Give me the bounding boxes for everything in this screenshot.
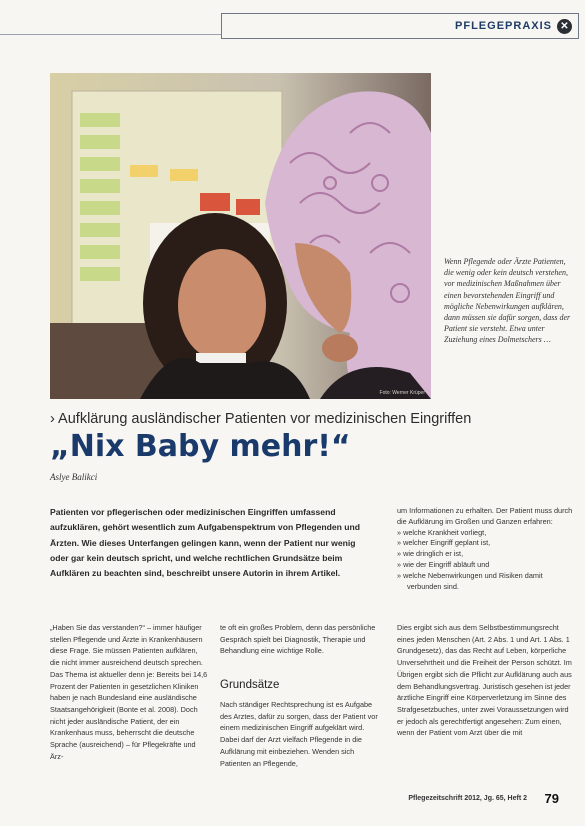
photo-illustration — [50, 73, 431, 399]
journal-citation: Pflegezeitschrift 2012, Jg. 65, Heft 2 — [408, 795, 527, 802]
article-kicker: › Aufklärung ausländischer Patienten vor medizinischen Eingriffen — [50, 411, 472, 427]
article-title: „Nix Baby mehr!“ — [50, 429, 351, 464]
section-title: PFLEGEPRAXIS — [455, 20, 552, 32]
list-item: » wie dringlich er ist, — [397, 549, 464, 559]
article-intro: Patienten vor pflegerischen oder medizinischen Eingriffen umfassend aufzuklären, gehört wesentlich zum Aufgabenspektrum von Pflegenden und Ärzten. Wie dieses Unterfangen gelingen kann, wenn der Patient nur wenig oder gar kein deutsch spricht, und welche rechtlichen Grundsätze beim Aufklären zu beachten sind, beschreibt unsere Autorin in ihrem Artikel. — [50, 507, 361, 579]
body-column-2-continued: Nach ständiger Rechtsprechung ist es Aufgabe des Arztes, dafür zu sorgen, dass der Patient vor einem medizinischen Eingriff aufgeklärt wird. Dabei darf der Arzt vielfach Pflegende in die Aufklärung mit einbeziehen. Wenden sich Patienten an Pflegende, — [220, 700, 378, 768]
section-heading: Grundsätze — [220, 679, 280, 691]
article-author: Aslye Balikci — [50, 472, 98, 482]
page-number: 79 — [544, 791, 559, 806]
list-item: » welche Krankheit vorliegt, — [397, 527, 487, 537]
body-column-1: „Haben Sie das verstanden?“ – immer häufiger stellen Pflegende und Ärzte in Krankenhäusern diese Frage. Sie müssen Patienten aufklären, die nicht immer ausreichend deutsch sprechen. Das Thema ist aktueller denn je: Bereits bei 14,6 Prozent der Patienten in gesetzlichen Kliniken haben je nach Bundesland eine ausländische Staatsangehörigkeit (Bonte et al. 2008). Doch nicht jeder ausländische Patient, der ein Krankenhaus muss, beherrscht die deutsche Sprache (ausreichend) – für Pflegekräfte und Ärz- — [50, 623, 208, 761]
list-item: » welche Nebenwirkungen und Risiken damit verbunden sind. — [397, 570, 543, 591]
list-item: » welcher Eingriff geplant ist, — [397, 538, 491, 548]
x-icon: ✕ — [557, 19, 572, 34]
header-rule — [0, 34, 222, 35]
info-list-intro: um Informationen zu erhalten. Der Patient muss durch die Aufklärung im Großen und Ganzen erfahren: — [397, 506, 573, 526]
body-column-2: te oft ein großes Problem, denn das persönliche Gespräch spielt bei Diagnostik, Therapie und Behandlung eine wichtige Rolle. — [220, 623, 376, 656]
list-item: » wie der Eingriff abläuft und — [397, 559, 490, 569]
info-list — [397, 528, 575, 593]
section-header — [221, 13, 579, 39]
photo-credit: Foto: Werner Krüper — [379, 390, 425, 396]
article-photo — [50, 73, 431, 399]
body-column-3: Dies ergibt sich aus dem Selbstbestimmungsrecht eines jeden Menschen (Art. 2 Abs. 1 und Art. 1 Abs. 1 Grundgesetz), das das Recht auf Leben, körperliche Unversehrtheit und die Freiheit der Person schützt. Im Übrigen ergibt sich die Pflicht zur Aufklärung auch aus dem Behandlungsvertrag. Juristisch gesehen ist jeder ärztliche Eingriff eine Körperverletzung im Sinne des Strafgesetzbuches, unter zwei Voraussetzungen wird er jedoch als gerechtfertigt angesehen: Zum einen, wenn der Patient vom Arzt über die mit — [397, 623, 572, 738]
photo-caption: Wenn Pflegende oder Ärzte Patienten, die wenig oder kein deutsch verstehen, vor medizinischen Maßnahmen über einen bevorstehenden Eingriff und mögliche Nebenwirkungen aufklären, dann müssen sie dafür sorgen, dass der Patient sie versteht. Etwa unter Zuziehung eines Dolmetschers … — [444, 257, 571, 345]
info-list-block — [397, 506, 575, 592]
